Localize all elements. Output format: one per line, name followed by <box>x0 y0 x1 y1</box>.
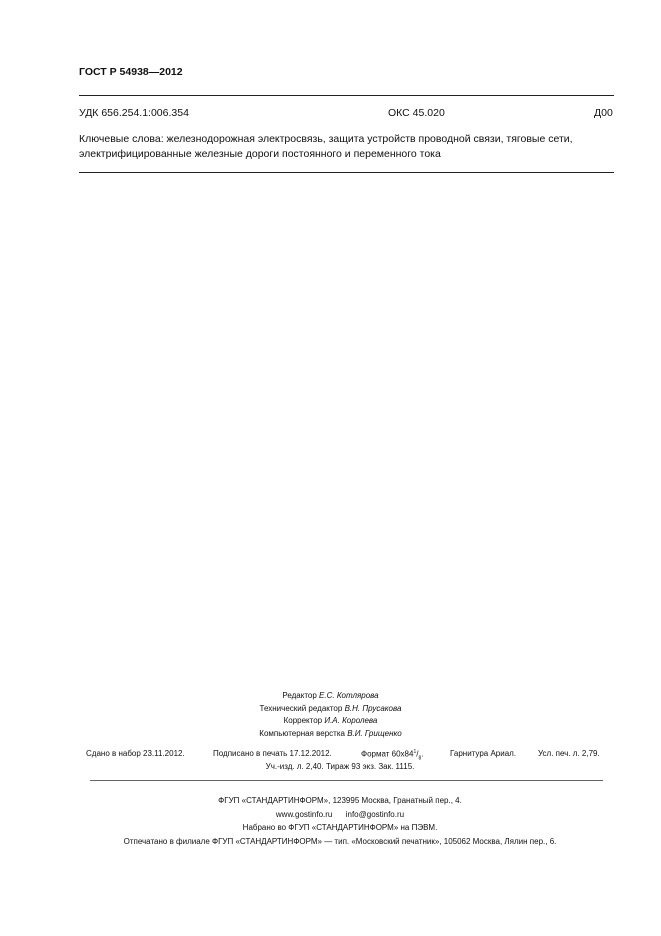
keywords-line-2: электрифицированные железные дороги постоянного и переменного тока <box>79 148 441 160</box>
print-publishing-info: Уч.-изд. л. 2,40. Тираж 93 экз. Зак. 1115. <box>265 762 415 771</box>
format-sub: 8 <box>418 755 422 762</box>
print-format: Формат $60x84^1/_8$. <box>361 749 424 762</box>
credit-role: Компьютерная верстка <box>259 728 345 738</box>
format-suffix: . <box>421 749 424 759</box>
udk-code: УДК 656.254.1:006.354 <box>79 107 189 119</box>
credit-layout <box>0 728 661 741</box>
credit-editor <box>0 690 661 703</box>
credit-name: В.Н. Прусакова <box>344 703 402 713</box>
print-submitted: Сдано в набор 23.11.2012. <box>86 749 185 758</box>
credit-role: Редактор <box>282 691 317 700</box>
standard-id: ГОСТ Р 54938—2012 <box>79 66 183 78</box>
credit-role: Технический редактор <box>259 703 343 713</box>
print-sheets: Усл. печ. л. 2,79. <box>538 749 600 758</box>
imprint-divider <box>90 780 603 781</box>
publisher-email: info@gostinfo.ru <box>345 809 405 819</box>
credit-role: Корректор <box>283 716 323 725</box>
keywords <box>79 132 573 162</box>
credit-proofreader <box>0 715 661 728</box>
publisher-typeset: Набрано во ФГУП «СТАНДАРТИНФОРМ» на ПЭВМ. <box>242 823 438 832</box>
publisher-printed: Отпечатано в филиале ФГУП «СТАНДАРТИНФОРМ» — тип. «Московский печатник», 105062 Москва, Лялин пер., 6. <box>123 836 557 846</box>
oks-code: ОКС 45.020 <box>388 107 445 119</box>
publisher-block <box>0 794 661 848</box>
print-typeface: Гарнитура Ариал. <box>450 749 517 758</box>
credit-name: В.И. Грищенко <box>347 728 402 738</box>
keywords-divider <box>79 172 614 173</box>
format-sup: 1 <box>413 749 417 755</box>
category-code: Д00 <box>594 107 613 119</box>
publisher-contacts <box>0 808 661 822</box>
publisher-website: www.gostinfo.ru <box>275 809 333 819</box>
credit-tech-editor <box>0 703 661 716</box>
keywords-line-1: Ключевые слова: железнодорожная электросвязь, защита устройств проводной связи, тяговые сети, <box>79 133 573 145</box>
publisher-address: ФГУП «СТАНДАРТИНФОРМ», 123995 Москва, Гранатный пер., 4. <box>218 796 462 805</box>
credit-name: И.А. Королева <box>324 716 378 725</box>
credits-block <box>0 690 661 740</box>
credit-name: Е.С. Котлярова <box>319 691 379 700</box>
header-divider <box>79 95 614 96</box>
format-prefix: Формат 60x84 <box>361 749 414 759</box>
print-signed: Подписано в печать 17.12.2012. <box>213 749 332 758</box>
